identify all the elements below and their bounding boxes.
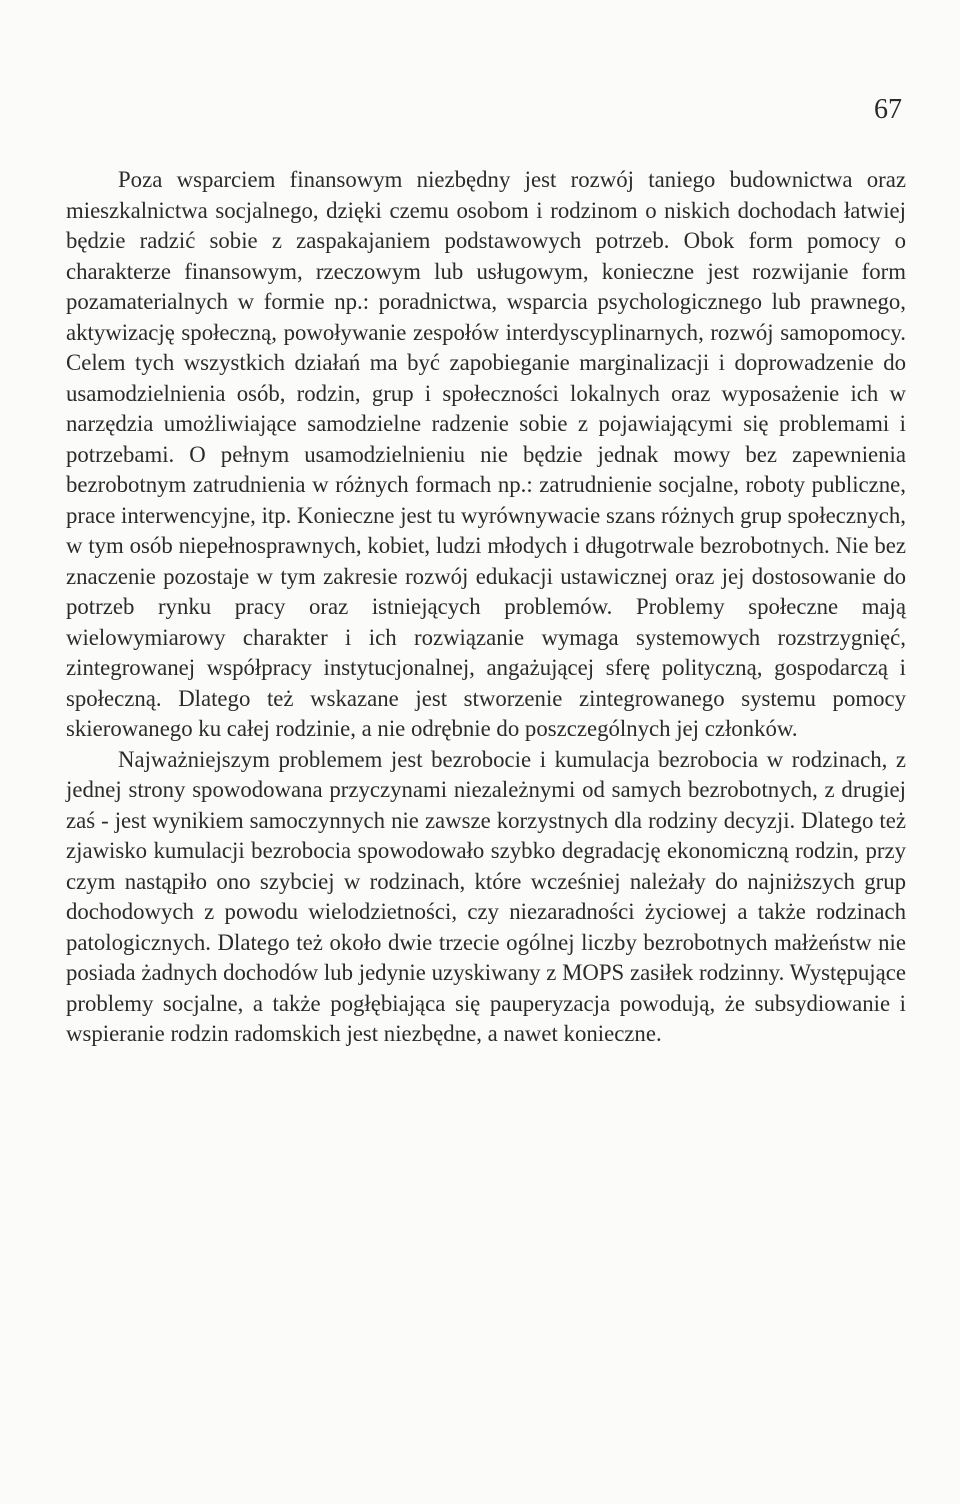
paragraph-2: Najważniejszym problemem jest bezrobocie i kumulacja bezrobocia w rodzinach, z jednej strony spowodowana przyczynami niezależnymi od samych bezrobotnych, z drugiej zaś - jest wynikiem samoczynnych nie zawsze korzystnych dla rodziny decyzji. Dlatego też zjawisko kumulacji bezrobocia spowodowało szybko degradację ekonomiczną rodzin, przy czym nastąpiło ono szybciej w rodzinach, które wcześniej należały do najniższych grup dochodowych z powodu wielodzietności, czy niezaradności życiowej a także rodzinach patologicznych. Dlatego też około dwie trzecie ogólnej liczby bezrobotnych małżeństw nie posiada żadnych dochodów lub jedynie uzyskiwany z MOPS zasiłek rodzinny. Występujące problemy socjalne, a także pogłębiająca się pauperyzacja powodują, że subsydiowanie i wspieranie rodzin radomskich jest niezbędne, a nawet konieczne. bbox=[66, 746, 906, 1046]
paragraph-1: Poza wsparciem finansowym niezbędny jest rozwój taniego budownictwa oraz mieszkalnictwa socjalnego, dzięki czemu osobom i rodzinom o niskich dochodach łatwiej będzie radzić sobie z zaspakajaniem podstawowych potrzeb. Obok form pomocy o charakterze finansowym, rzeczowym lub usługowym, konieczne jest rozwijanie form pozamaterialnych w formie np.: poradnictwa, wsparcia psychologicznego lub prawnego, aktywizację społeczną, powoływanie zespołów interdyscyplinarnych, rozwój samopomocy. Celem tych wszystkich działań ma być zapobieganie marginalizacji i doprowadzenie do usamodzielnienia osób, rodzin, grup i społeczności lokalnych oraz wyposażenie ich w narzędzia umożliwiające samodzielne radzenie sobie z pojawiającymi się problemami i potrzebami. O pełnym usamodzielnieniu nie będzie jednak mowy bez zapewnienia bezrobotnym zatrudnienia w różnych formach np.: zatrudnienie socjalne, roboty publiczne, prace interwencyjne, itp. Konieczne jest tu wyrównywacie szans różnych grup społecznych, w tym osób niepełnosprawnych, kobiet, ludzi młodych i długotrwale bezrobotnych. Nie bez znaczenie pozostaje w tym zakresie rozwój edukacji ustawicznej oraz jej dostosowanie do potrzeb rynku pracy oraz istniejących problemów. Problemy społeczne mają wielowymiarowy charakter i ich rozwiązanie wymaga systemowych rozstrzygnięć, zintegrowanej współpracy instytucjonalnej, angażującej sferę polityczną, gospodarczą i społeczną. Dlatego też wskazane jest stworzenie zintegrowanego systemu pomocy skierowanego ku całej rodzinie, a nie odrębnie do poszczególnych jej członków. bbox=[66, 167, 907, 741]
body-text bbox=[66, 165, 906, 1050]
page-number: 67 bbox=[874, 94, 902, 125]
